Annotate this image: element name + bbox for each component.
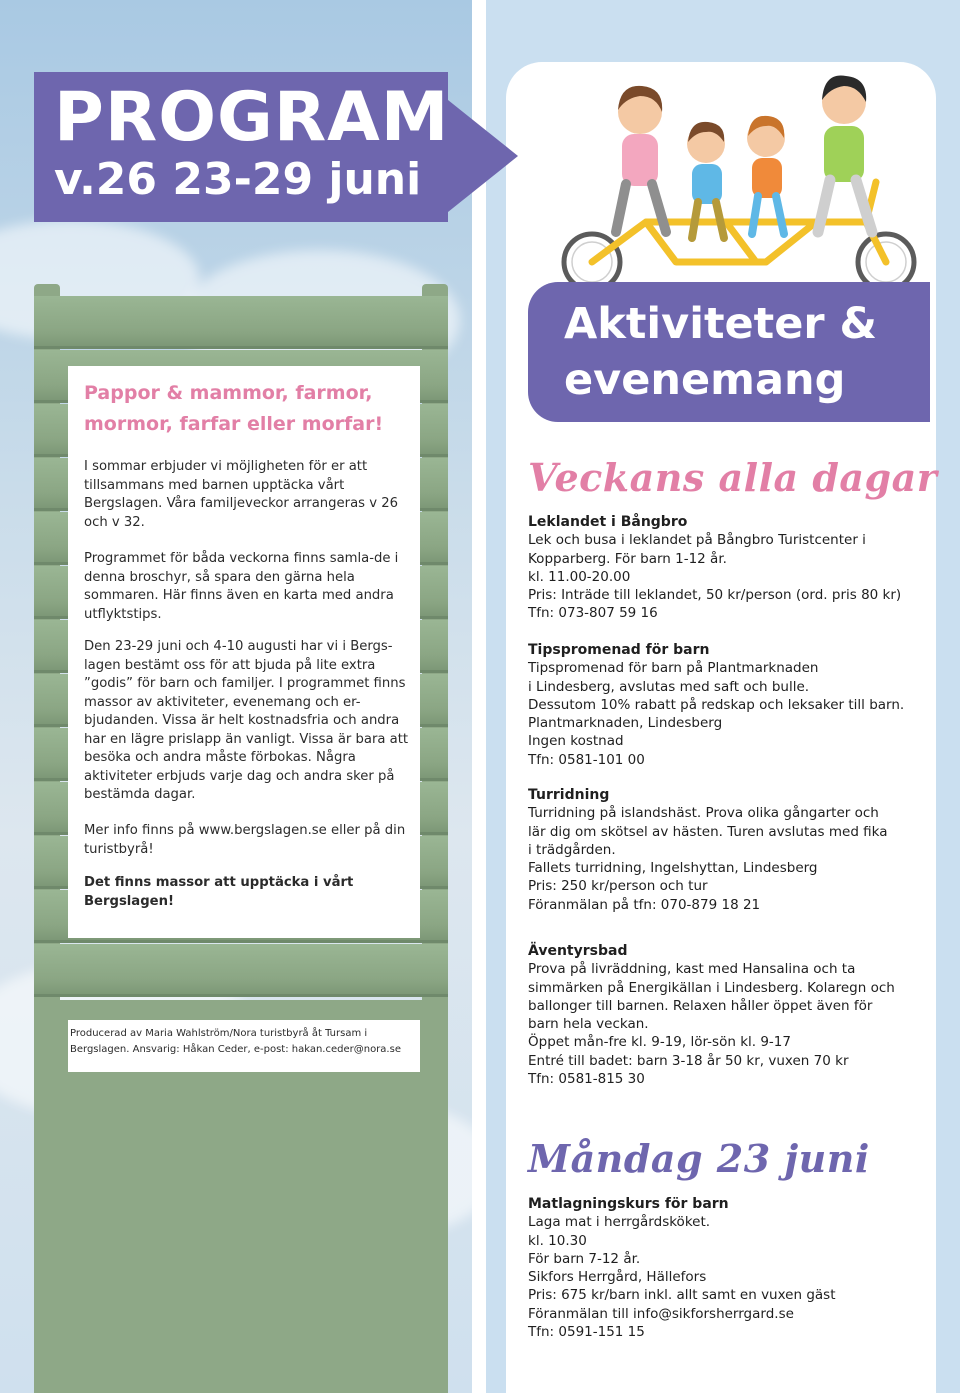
event-line: Pris: 675 kr/barn inkl. allt samt en vuxen gäst — [528, 1287, 836, 1304]
event-line: Tipspromenad för barn på Plantmarknaden — [528, 660, 819, 677]
event-line: ballonger till barnen. Relaxen håller öppet även för — [528, 997, 873, 1014]
event-line: Dessutom 10% rabatt på redskap och leksaker till barn. — [528, 696, 905, 713]
program-week: v.26 23-29 juni — [54, 154, 422, 205]
event-line: i trädgården. — [528, 841, 616, 858]
event-line: Tfn: 0591-151 15 — [528, 1324, 645, 1341]
intro-paragraph-2: Programmet för båda veckorna finns samla-de i denna broschyr, så spara den gärna hela sommaren. Här finns även en karta med andra utflyktstips. — [84, 551, 399, 622]
event-title: Turridning — [528, 787, 610, 803]
intro-paragraph-3: Den 23-29 juni och 4-10 augusti har vi i Bergs-lagen bestämt oss för att bjuda på lite extra ”godis” för barn och familjer. I programmet finns massor av aktiviteter, evenemang och er-bjudanden. Vissa är helt kostnadsfria och andra har en lägre prislapp än vanligt. Vissa är bara att besöka och andra måste förbokas. Några aktiviteter erbjuds varje dag och andra sker på bestämda dagar. — [84, 639, 409, 802]
activities-banner-title — [564, 296, 924, 408]
event-line: lär dig om skötsel av hästen. Turen avslutas med fika — [528, 823, 888, 840]
event-line: kl. 10.30 — [528, 1232, 587, 1249]
event-title: Tipspromenad för barn — [528, 642, 710, 658]
intro-paragraph-1: I sommar erbjuder vi möjligheten för er att tillsammans med barnen upptäcka vårt Bergslagen. Våra familjeveckor arrangeras v 26 och v 32. — [84, 459, 398, 530]
event-line: kl. 11.00-20.00 — [528, 568, 631, 585]
event-line: Föranmälan till info@sikforsherrgard.se — [528, 1305, 794, 1322]
intro-paragraph-4: Mer info finns på www.bergslagen.se eller på din turistbyrå! — [84, 823, 406, 857]
intro-lead: Pappor & mammor, farmor, mormor, farfar eller morfar! — [84, 382, 384, 435]
event-title: Matlagningskurs för barn — [528, 1196, 729, 1212]
intro-paragraph-5: Det finns massor att upptäcka i vårt Bergslagen! — [84, 875, 354, 909]
event-line: i Lindesberg, avslutas med saft och bulle. — [528, 678, 810, 695]
banner-line-1: Aktiviteter & — [564, 299, 878, 349]
arrow-right-icon — [448, 100, 518, 212]
section-heading-daily: Veckans alla dagar — [528, 455, 938, 500]
event-line: Fallets turridning, Ingelshyttan, Lindesberg — [528, 860, 818, 877]
board-slat — [34, 296, 448, 349]
event-line: Entré till badet: barn 3-18 år 50 kr, vuxen 70 kr — [528, 1052, 849, 1069]
event-matlagningskurs — [528, 1195, 932, 1341]
section-heading-monday: Måndag 23 juni — [528, 1136, 870, 1181]
event-tipspromenad — [528, 641, 932, 769]
event-title: Äventyrsbad — [528, 943, 628, 959]
event-line: Turridning på islandshäst. Prova olika gångarter och — [528, 805, 879, 822]
event-aventyrsbad — [528, 942, 932, 1088]
event-line: Tfn: 0581-101 00 — [528, 751, 645, 768]
program-title: PROGRAM — [54, 78, 450, 157]
family-tandem-bike-illustration — [556, 72, 926, 294]
event-line: Tfn: 073-807 59 16 — [528, 605, 658, 622]
event-line: simmärken på Energikällan i Lindesberg. Kolaregn och — [528, 979, 895, 996]
event-line: Föranmälan på tfn: 070-879 18 21 — [528, 896, 761, 913]
event-line: Tfn: 0581-815 30 — [528, 1071, 645, 1088]
event-line: Ingen kostnad — [528, 733, 624, 750]
event-line: Laga mat i herrgårdsköket. — [528, 1214, 711, 1231]
event-line: Kopparberg. För barn 1-12 år. — [528, 550, 727, 567]
event-line: Prova på livräddning, kast med Hansalina och ta — [528, 961, 856, 978]
event-line: Sikfors Herrgård, Hällefors — [528, 1269, 707, 1286]
event-line: Pris: 250 kr/person och tur — [528, 878, 708, 895]
event-line: barn hela veckan. — [528, 1016, 649, 1033]
producer-credit: Producerad av Maria Wahlström/Nora turistbyrå åt Tursam i Bergslagen. Ansvarig: Håkan Ceder, e-post: hakan.ceder@nora.se — [68, 1020, 420, 1072]
event-line: Plantmarknaden, Lindesberg — [528, 715, 723, 732]
event-leklandet — [528, 513, 932, 623]
banner-line-2: evenemang — [564, 355, 846, 405]
event-line: Öppet mån-fre kl. 9-19, lör-sön kl. 9-17 — [528, 1034, 791, 1051]
event-title: Leklandet i Bångbro — [528, 514, 688, 530]
event-turridning — [528, 786, 932, 914]
board-slat — [34, 944, 448, 997]
event-line: Pris: Inträde till leklandet, 50 kr/person (ord. pris 80 kr) — [528, 587, 902, 604]
event-line: För barn 7-12 år. — [528, 1250, 641, 1267]
event-line: Lek och busa i leklandet på Bångbro Turistcenter i — [528, 532, 866, 549]
